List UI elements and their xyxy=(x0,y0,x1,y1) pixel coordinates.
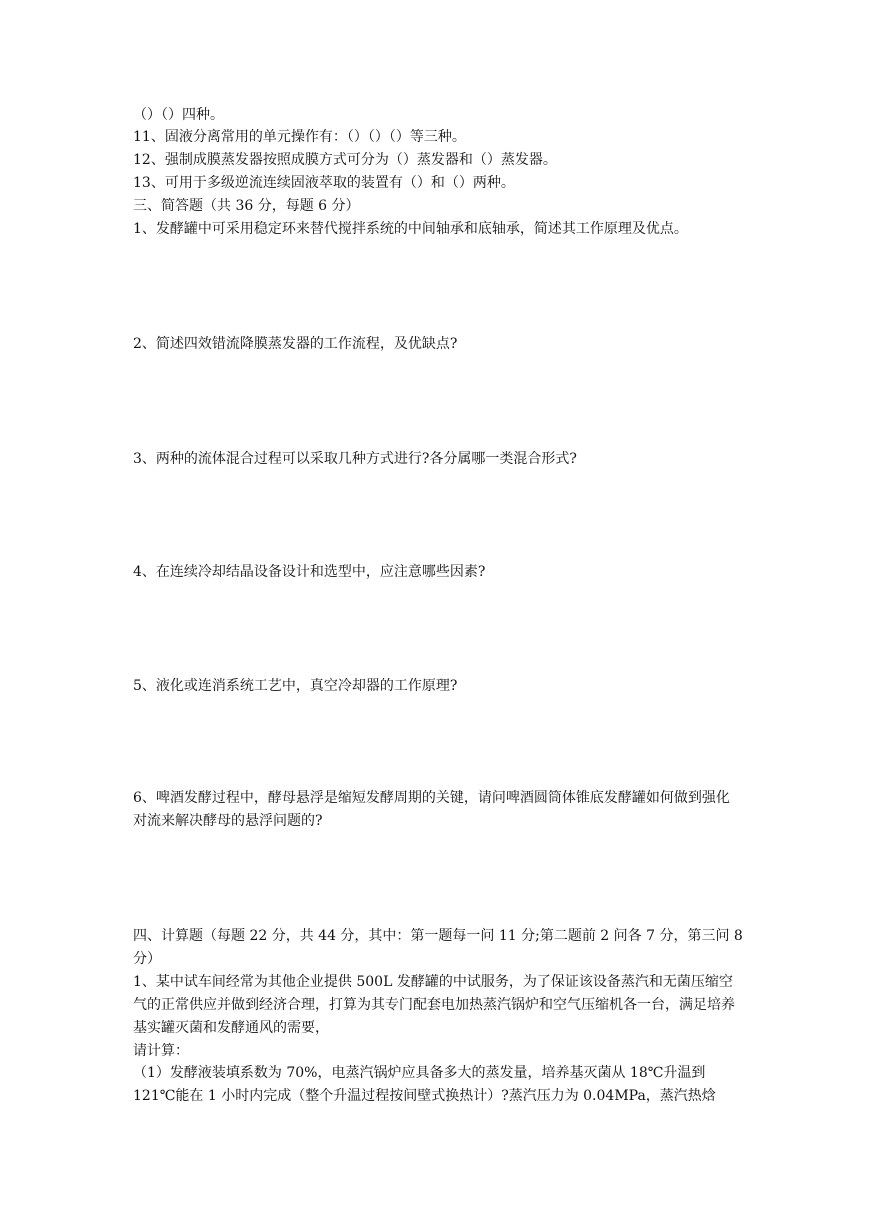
fill-in-line-10-tail: （）（）四种。 xyxy=(133,107,224,123)
section-4-heading: 四、计算题（每题 22 分，共 44 分，其中：第一题每一问 11 分;第二题前 2 问各 7 分，第三问 8 分） xyxy=(133,928,743,967)
short-answer-question-2: 2、简述四效错流降膜蒸发器的工作流程，及优缺点? xyxy=(133,336,458,352)
calculation-prompt: 请计算： xyxy=(133,1043,189,1059)
short-answer-question-4: 4、在连续冷却结晶设备设计和选型中，应注意哪些因素? xyxy=(133,564,486,580)
fill-in-question-11: 11、固液分离常用的单元操作有：（）（）（）等三种。 xyxy=(133,129,466,145)
calculation-question-1: 1、某中试车间经常为其他企业提供 500L 发酵罐的中试服务，为了保证该设备蒸汽和无菌压缩空气的正常供应并做到经济合理，打算为其专门配套电加热蒸汽锅炉和空气压缩机各一台，满足培养基实罐灭菌和发酵通风的需要， xyxy=(133,974,735,1036)
short-answer-question-6: 6、啤酒发酵过程中，酵母悬浮是缩短发酵周期的关键，请问啤酒圆筒体锥底发酵罐如何做到强化对流来解决酵母的悬浮问题的? xyxy=(133,790,730,829)
fill-in-question-13: 13、可用于多级逆流连续固液萃取的装置有（）和（）两种。 xyxy=(133,175,515,191)
calculation-subquestion-1: （1）发酵液装填系数为 70%，电蒸汽锅炉应具备多大的蒸发量，培养基灭菌从 18℃升温到 121℃能在 1 小时内完成（整个升温过程按间壁式换热计）?蒸汽压力为 0.04MPa，蒸汽热焓 xyxy=(133,1065,716,1104)
short-answer-question-1: 1、发酵罐中可采用稳定环来替代搅拌系统的中间轴承和底轴承，简述其工作原理及优点。 xyxy=(133,221,688,237)
fill-in-question-12: 12、强制成膜蒸发器按照成膜方式可分为（）蒸发器和（）蒸发器。 xyxy=(133,152,557,168)
section-3-heading: 三、简答题（共 36 分，每题 6 分） xyxy=(133,198,360,214)
short-answer-question-5: 5、液化或连消系统工艺中，真空冷却器的工作原理? xyxy=(133,678,458,694)
short-answer-question-3: 3、两种的流体混合过程可以采取几种方式进行?各分属哪一类混合形式? xyxy=(133,451,577,467)
